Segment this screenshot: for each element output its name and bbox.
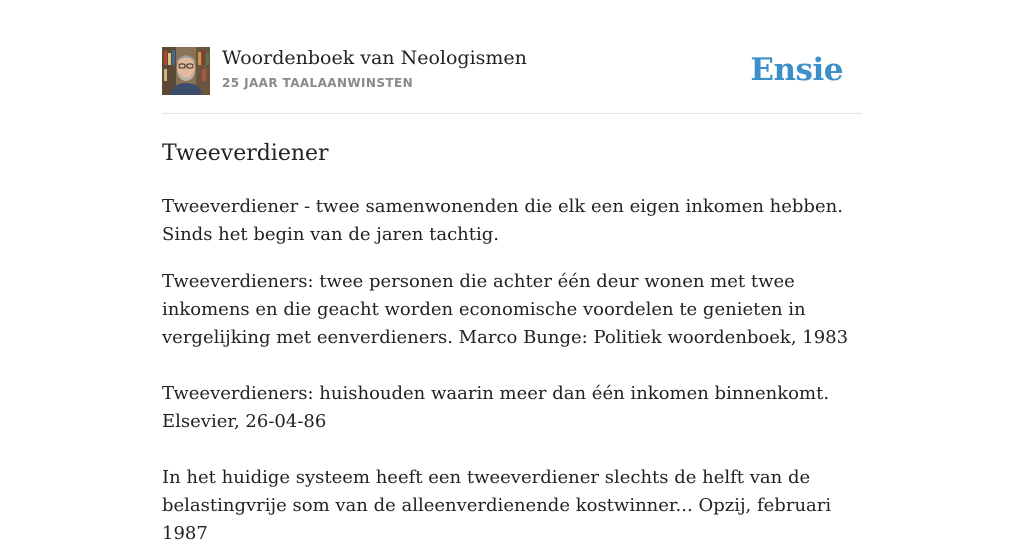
citation-source: Opzij, februari 1987	[162, 495, 832, 544]
entry-definition	[162, 193, 862, 548]
site-title[interactable]: Woordenboek van Neologismen	[222, 47, 527, 69]
citation-source: Marco Bunge: Politiek woordenboek, 1983	[458, 327, 849, 348]
entry-title: Tweeverdiener	[162, 141, 329, 166]
site-header	[162, 0, 862, 114]
definition-text: Tweeverdiener - twee samenwonenden die elk een eigen inkomen hebben. Sinds het begin van de jaren tachtig.	[162, 196, 843, 245]
ensie-logo[interactable]: Ensie	[750, 52, 843, 88]
citation	[162, 268, 862, 352]
citation-text: Tweeverdieners: twee personen die achter één deur wonen met twee inkomens en die geacht worden economische voordelen te genieten in vergelijking met eenverdieners.	[162, 271, 806, 348]
citation-text: In het huidige systeem heeft een tweeverdiener slechts de helft van de belastingvrije som van de alleenverdienende kostwinner...	[162, 467, 811, 516]
author-avatar[interactable]	[162, 47, 210, 95]
citation-source: Elsevier, 26-04-86	[162, 411, 327, 432]
citation	[162, 380, 862, 436]
main-content	[162, 0, 862, 548]
citation	[162, 464, 862, 548]
citation-text: Tweeverdieners: huishouden waarin meer dan één inkomen binnenkomt.	[162, 383, 830, 404]
site-subtitle: 25 JAAR TAALAANWINSTEN	[222, 76, 414, 90]
